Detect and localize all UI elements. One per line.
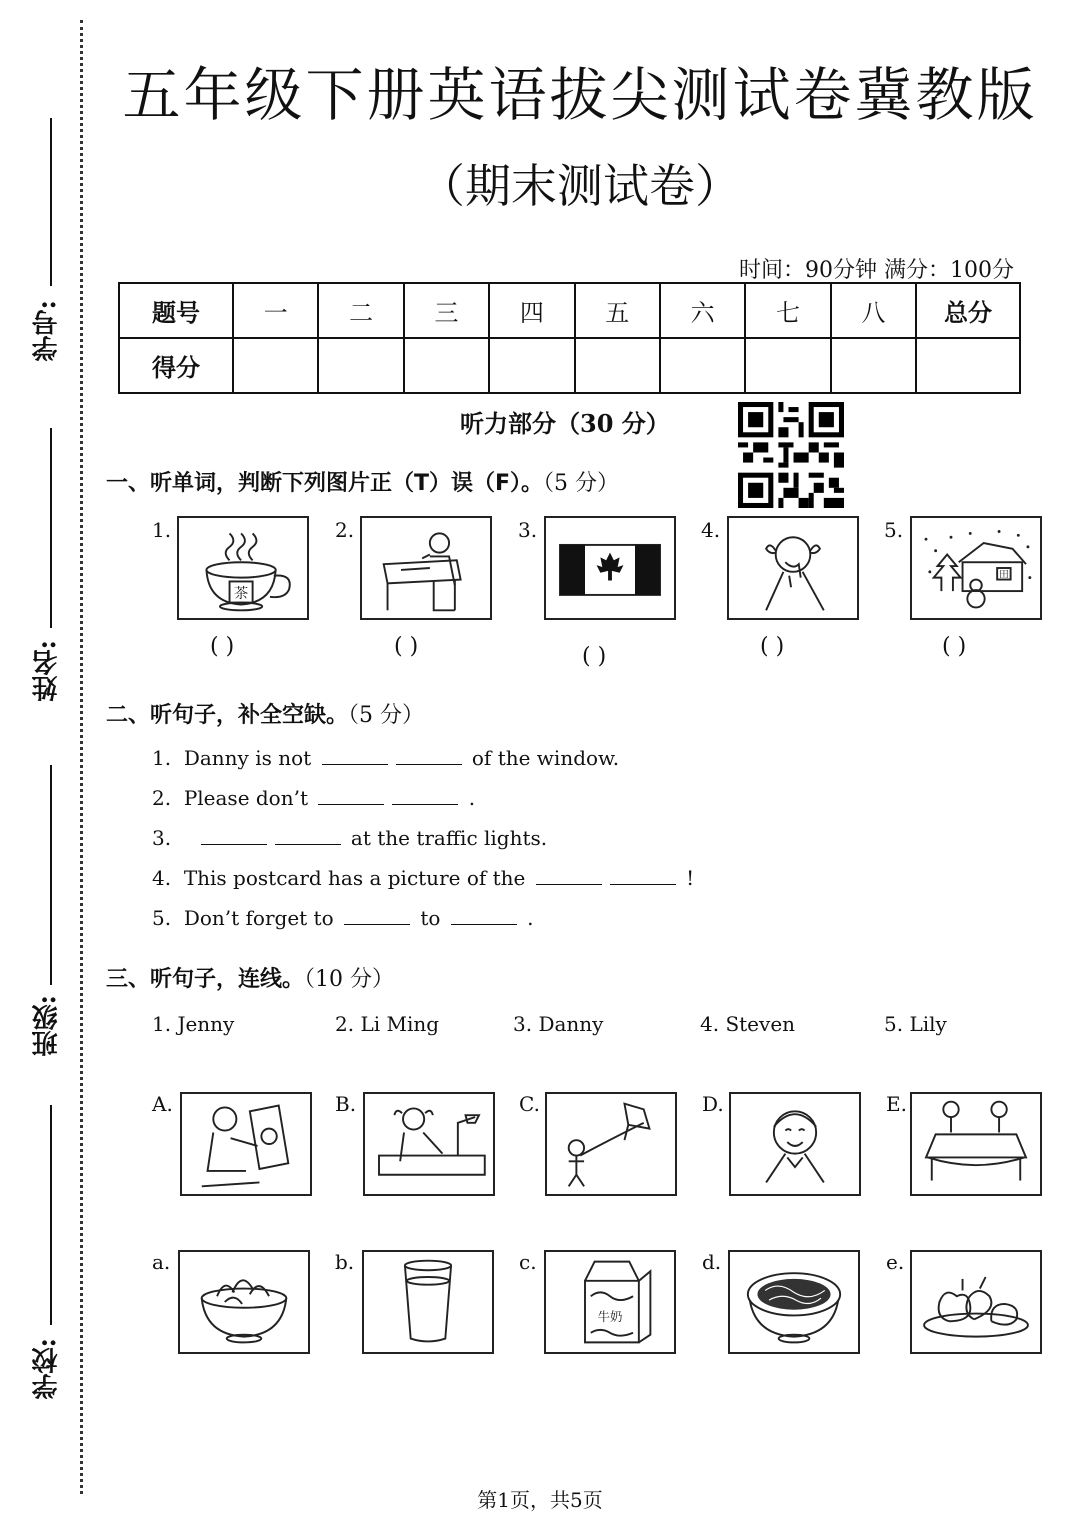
sentence-text: . [468,786,476,810]
binding-dotted-line [80,20,83,1494]
picture-label: E. [886,1092,907,1116]
sentence-number: 4. [152,866,172,890]
picture-label: b. [335,1250,355,1274]
sentence-1 [152,746,619,770]
blank-field[interactable] [318,786,384,805]
score-cell[interactable] [745,338,830,393]
noodles-bowl-icon[interactable] [728,1250,860,1354]
column-cell: 八 [831,283,916,338]
section-2-title-text: 二、听句子，补全空缺。 [106,703,349,728]
section-2-points: （5 分） [348,703,425,728]
person-name[interactable]: 5. Lily [884,1012,947,1036]
girl-on-phone-icon [727,516,859,620]
kids-at-table-icon[interactable] [910,1092,1042,1196]
person-name[interactable]: 4. Steven [700,1012,796,1036]
sentence-number: 5. [152,906,172,930]
score-cell[interactable] [660,338,745,393]
row-label-cell: 得分 [119,338,233,393]
answer-paren[interactable]: ( ) [394,634,419,659]
smiling-boy-icon[interactable] [729,1092,861,1196]
answer-paren[interactable]: ( ) [210,634,235,659]
column-cell: 五 [575,283,660,338]
score-cell[interactable] [489,338,574,393]
student-id-label: 学号: [32,300,62,362]
picture-label: D. [702,1092,724,1116]
score-cell[interactable] [318,338,403,393]
section-2-title [106,698,424,729]
score-cell[interactable] [916,338,1020,393]
person-name[interactable]: 2. Li Ming [335,1012,440,1036]
column-cell: 三 [404,283,489,338]
sentence-text: Danny is not [183,746,312,770]
milk-carton-text: 牛奶 [597,1309,623,1325]
answer-paren[interactable]: ( ) [760,634,785,659]
page-title: 五年级下册英语拔尖测试卷冀教版 [122,61,1038,129]
sentence-2 [152,786,475,810]
sentence-text: at the traffic lights. [350,826,548,850]
fruit-plate-icon[interactable] [910,1250,1042,1354]
item-number: 5. [884,518,904,542]
score-cell[interactable] [404,338,489,393]
section-3-title [106,962,394,993]
girl-writing-icon[interactable] [363,1092,495,1196]
column-cell: 二 [318,283,403,338]
picture-label: d. [702,1250,722,1274]
total-column-cell: 总分 [916,283,1020,338]
item-number: 1. [152,518,172,542]
sentence-text: Don’t forget to [183,906,334,930]
boy-drawing-icon[interactable] [180,1092,312,1196]
name-line [50,428,52,628]
column-cell: 四 [489,283,574,338]
column-cell: 六 [660,283,745,338]
blank-field[interactable] [610,866,676,885]
sentence-text: This postcard has a picture of the [183,866,526,890]
page-subtitle: （期末测试卷） [419,159,741,213]
section-3-title-text: 三、听句子，连线。 [106,967,305,992]
dumplings-bowl-icon[interactable] [178,1250,310,1354]
sentence-number: 2. [152,786,172,810]
blank-field[interactable] [344,906,410,925]
school-label: 学校: [32,1338,62,1400]
column-cell: 七 [745,283,830,338]
page-footer: 第1页，共5页 [477,1488,603,1512]
class-line [50,765,52,985]
canada-flag-icon [544,516,676,620]
picture-label: C. [519,1092,540,1116]
picture-label: B. [335,1092,357,1116]
blank-field[interactable] [322,746,388,765]
sentence-text: ! [686,866,695,890]
house-window-text: 田 [999,569,1009,581]
item-number: 4. [701,518,721,542]
answer-paren[interactable]: ( ) [942,634,967,659]
qr-code-icon[interactable] [738,402,844,508]
picture-label: c. [519,1250,537,1274]
tea-cup-text: 茶 [233,585,249,602]
sentence-text: Please don’t [183,786,309,810]
kite-flying-icon[interactable] [545,1092,677,1196]
score-cell[interactable] [575,338,660,393]
section-1-title-text: 一、听单词，判断下列图片正（T）误（F）。 [106,471,544,496]
item-number: 2. [335,518,355,542]
sentence-3 [152,826,547,850]
blank-field[interactable] [392,786,458,805]
score-cell[interactable] [233,338,318,393]
person-name[interactable]: 1. Jenny [152,1012,235,1036]
blank-field[interactable] [201,826,267,845]
blank-field[interactable] [451,906,517,925]
listening-heading: 听力部分（30 分） [460,409,670,438]
picture-label: e. [886,1250,905,1274]
section-1-title [106,466,619,497]
header-label-cell: 题号 [119,283,233,338]
score-table [118,282,1021,394]
section-3-points: （10 分） [304,967,395,992]
sentence-number: 1. [152,746,172,770]
item-number: 3. [518,518,538,542]
milk-carton-icon[interactable] [544,1250,676,1354]
section-1-points: （5 分） [543,471,620,496]
tea-cup-icon [177,516,309,620]
sentence-text: to [420,906,441,930]
picture-label: a. [152,1250,171,1274]
blank-field[interactable] [536,866,602,885]
sentence-text: . [527,906,534,930]
picture-label: A. [152,1092,173,1116]
sentence-4 [152,866,694,890]
name-label: 姓名: [32,640,62,702]
score-cell[interactable] [831,338,916,393]
score-table-header-row [119,283,1020,338]
blank-field[interactable] [275,826,341,845]
time-info: 时间：90分钟 满分：100分 [739,258,1014,283]
column-cell: 一 [233,283,318,338]
glass-of-water-icon[interactable] [362,1250,494,1354]
answer-paren[interactable]: ( ) [582,644,607,669]
class-label: 班级: [32,995,62,1057]
sentence-number: 3. [152,826,172,850]
school-line [50,1105,52,1325]
score-table-score-row [119,338,1020,393]
blank-field[interactable] [396,746,462,765]
person-name[interactable]: 3. Danny [513,1012,604,1036]
snowy-house-icon [910,516,1042,620]
sentence-text: of the window. [471,746,620,770]
boy-at-desk-icon [360,516,492,620]
sentence-5 [152,906,534,930]
